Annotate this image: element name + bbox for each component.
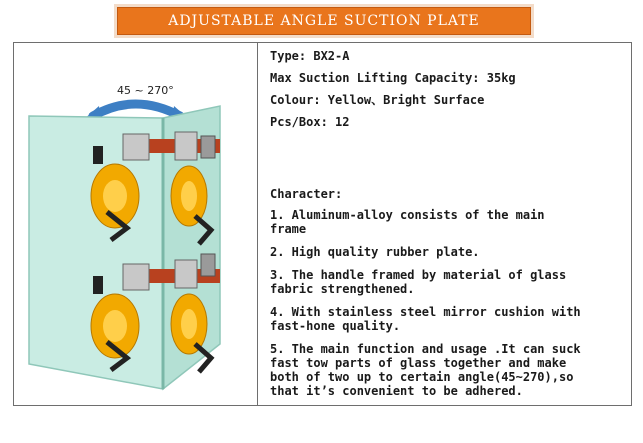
angle-label: 45 ~ 270° xyxy=(117,84,174,97)
spec-colour: Colour: Yellow、Bright Surface xyxy=(270,93,485,107)
page-title: ADJUSTABLE ANGLE SUCTION PLATE xyxy=(168,13,480,29)
product-image xyxy=(15,44,256,404)
column-divider xyxy=(257,42,258,406)
spec-pcs-box: Pcs/Box: 12 xyxy=(270,115,350,129)
character-heading: Character: xyxy=(270,187,343,201)
character-item: 1. Aluminum-alloy consists of the main frame xyxy=(270,208,545,236)
title-banner xyxy=(117,7,531,35)
spec-capacity: Max Suction Lifting Capacity: 35kg xyxy=(270,71,516,85)
character-item: 2. High quality rubber plate. xyxy=(270,245,480,259)
angle-arrow-icon xyxy=(93,104,180,116)
character-item: 3. The handle framed by material of glass fabric strengthened. xyxy=(270,268,567,296)
character-item: 4. With stainless steel mirror cushion with fast-hone quality. xyxy=(270,305,581,333)
character-item: 5. The main function and usage .It can suck fast tow parts of glass together and make both of two up to certain angle(45~270),so that it’s convenient to be adhered. xyxy=(270,342,581,398)
spec-list xyxy=(270,49,625,137)
character-list xyxy=(270,208,630,407)
spec-type: Type: BX2-A xyxy=(270,49,350,63)
